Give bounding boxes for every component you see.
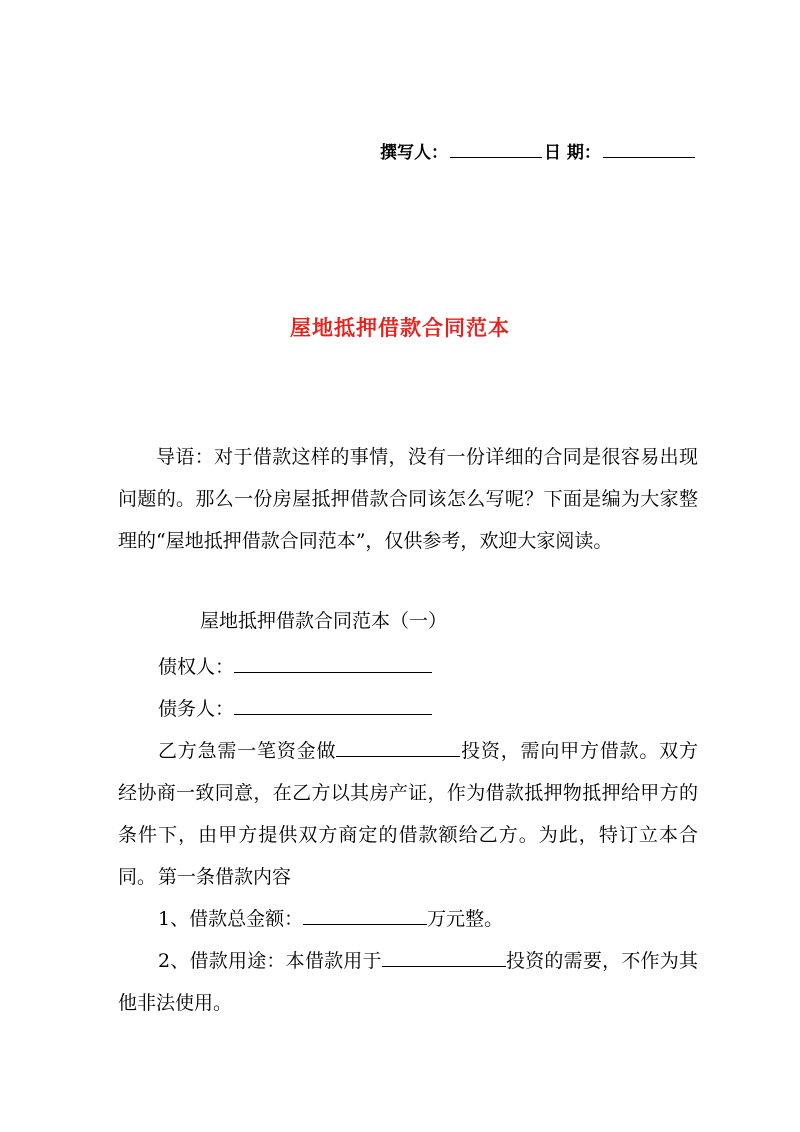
intro-paragraph: 导语：对于借款这样的事情，没有一份详细的合同是很容易出现问题的。那么一份房屋抵押借款合同该怎么写呢？下面是编为大家整理的“屋地抵押借款合同范本”，仅供参考，欢迎大家阅读。 [118, 446, 698, 552]
loan-purpose-blank [382, 948, 506, 967]
loan-amount-unit: 万元整。 [427, 908, 504, 930]
creditor-blank [234, 654, 432, 673]
author-date-line [380, 138, 700, 163]
purpose-text-start: 乙方急需一笔资金做 [158, 740, 337, 762]
debtor-label: 债务人： [158, 698, 235, 720]
document-title: 屋地抵押借款合同范本 [290, 315, 510, 340]
loan-purpose-label: 2、借款用途：本借款用于 [158, 950, 382, 972]
investment-blank [336, 738, 460, 757]
loan-amount-blank [303, 906, 427, 925]
loan-purpose-item [118, 940, 698, 1024]
creditor-line [158, 646, 678, 688]
loan-amount-item [158, 898, 678, 940]
date-label: 日 期： [544, 143, 601, 163]
date-blank [603, 143, 695, 158]
author-blank [450, 143, 542, 158]
section-heading: 屋地抵押借款合同范本（一） [200, 610, 448, 632]
debtor-line [158, 688, 678, 730]
purpose-text-end: 投资，需向甲方借款。双方经协商一致同意，在乙方以其房产证，作为借款抵押物抵押给甲方的条件下，由甲方提供双方商定的借款额给乙方。为此，特订立本合同。 [118, 740, 698, 888]
author-label: 撰写人： [380, 143, 448, 163]
article-heading: 第一条借款内容 [158, 866, 292, 888]
loan-purpose-text: 投资的需要，不作为其他非法使用。 [118, 950, 698, 1014]
creditor-label: 债权人： [158, 656, 235, 678]
debtor-blank [234, 696, 432, 715]
loan-amount-label: 1、借款总金额： [158, 908, 304, 930]
